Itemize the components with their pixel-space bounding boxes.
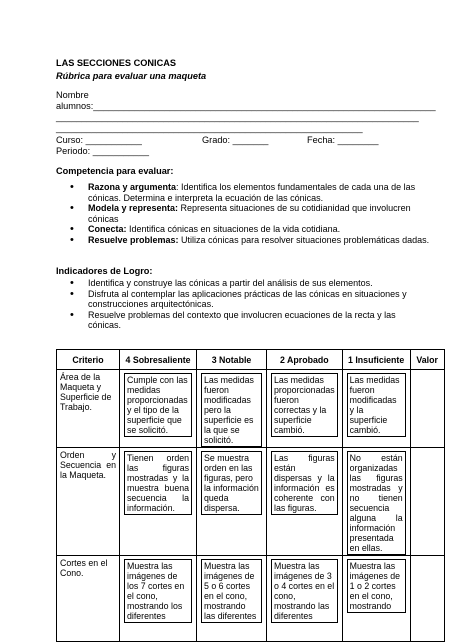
- competencia-heading: Competencia para evaluar:: [56, 166, 174, 176]
- insuficiente-cell: Las medidas fueron modificadas y la superficie cambió.: [347, 373, 406, 437]
- aprobado-cell: Las medidas proporcionadas fueron correctas y la superficie cambió.: [271, 373, 338, 437]
- valor-cell[interactable]: [410, 370, 444, 448]
- rubric-table: [56, 349, 445, 642]
- competencia-item: • Modela y representa: Representa situaciones de su cotidianidad que involucren cónicas: [70, 203, 440, 224]
- valor-cell[interactable]: [410, 556, 444, 642]
- insuficiente-cell: Muestra las imágenes de 1 o 2 cortes en el cono, mostrando: [347, 559, 406, 613]
- aprobado-cell: Las figuras están dispersas y la información es coherente con las figuras.: [271, 451, 338, 515]
- indicadores-list: [70, 278, 422, 331]
- competencia-item: • Conecta: Identifica cónicas en situaciones de la vida cotidiana.: [70, 224, 440, 235]
- fecha-field: Fecha: ________: [307, 135, 379, 145]
- notable-cell: Muestra las imágenes de 5 o 6 cortes en el cono, mostrando las diferentes: [201, 559, 262, 623]
- header-aprobado: 2 Aprobado: [267, 350, 343, 370]
- table-row: [57, 556, 445, 642]
- competencia-list: [70, 182, 440, 246]
- header-valor: Valor: [410, 350, 444, 370]
- nombre-label: Nombre: [56, 90, 89, 100]
- indicador-item: • Identifica y construye las cónicas a partir del análisis de sus elementos.: [70, 278, 422, 289]
- grado-field: Grado: _______: [202, 135, 269, 145]
- indicador-item: • Resuelve problemas del contexto que involucren ecuaciones de la recta y las cónicas.: [70, 310, 422, 331]
- insuficiente-cell: No están organizadas las figuras mostradas y no tienen secuencia alguna la información presentada en ellas.: [347, 451, 406, 555]
- indicadores-heading: Indicadores de Logro:: [56, 266, 153, 276]
- competencia-item: • Resuelve problemas: Utiliza cónicas para resolver situaciones problemáticas dadas.: [70, 235, 440, 246]
- header-criterio: Criterio: [57, 350, 120, 370]
- sobresaliente-cell: Tienen orden las figuras mostradas y la muestra buena secuencia la información.: [124, 451, 192, 515]
- curso-field: Curso: ___________: [56, 135, 142, 145]
- sobresaliente-cell: Muestra las imágenes de los 7 cortes en el cono, mostrando los diferentes: [124, 559, 192, 623]
- names-line-3: ____________________________________________________________: [56, 123, 363, 133]
- alumnos-line: ___________________________________________________________________: [93, 101, 436, 111]
- header-notable: 3 Notable: [197, 350, 267, 370]
- alumnos-label: alumnos:: [56, 101, 94, 111]
- criterio-cell: Cortes en el Cono.: [57, 556, 120, 642]
- sobresaliente-cell: Cumple con las medidas proporcionadas y el tipo de la superficie que se solicitó.: [124, 373, 192, 437]
- criterio-cell: Orden y Secuencia en la Maqueta.: [57, 448, 120, 556]
- alumnos-row: [56, 101, 436, 112]
- header-sobresaliente: 4 Sobresaliente: [120, 350, 197, 370]
- indicador-item: • Disfruta al contemplar las aplicaciones prácticas de las cónicas en situaciones y construcciones arquitectónicas.: [70, 289, 422, 310]
- criterio-cell: Área de la Maqueta y Superficie de Trabajo.: [57, 370, 120, 448]
- competencia-item: • Razona y argumenta: Identifica los elementos fundamentales de cada una de las cónicas. Determina e interpreta la ecuación de las cónicas.: [70, 182, 440, 203]
- header-insuficiente: 1 Insuficiente: [342, 350, 410, 370]
- notable-cell: Se muestra orden en las figuras, pero la información queda dispersa.: [201, 451, 262, 515]
- aprobado-cell: Muestra las imágenes de 3 o 4 cortes en el cono, mostrando las diferentes: [271, 559, 338, 623]
- table-row: [57, 448, 445, 556]
- valor-cell[interactable]: [410, 448, 444, 556]
- names-line-2: _______________________________________________________________________: [56, 112, 419, 122]
- document-subtitle: Rúbrica para evaluar una maqueta: [56, 71, 207, 81]
- document-title: LAS SECCIONES CONICAS: [56, 58, 176, 68]
- table-header-row: [57, 350, 445, 370]
- periodo-field: Periodo: ___________: [56, 146, 149, 156]
- notable-cell: Las medidas fueron modificadas pero la superficie es la que se solicitó.: [201, 373, 262, 447]
- table-row: [57, 370, 445, 448]
